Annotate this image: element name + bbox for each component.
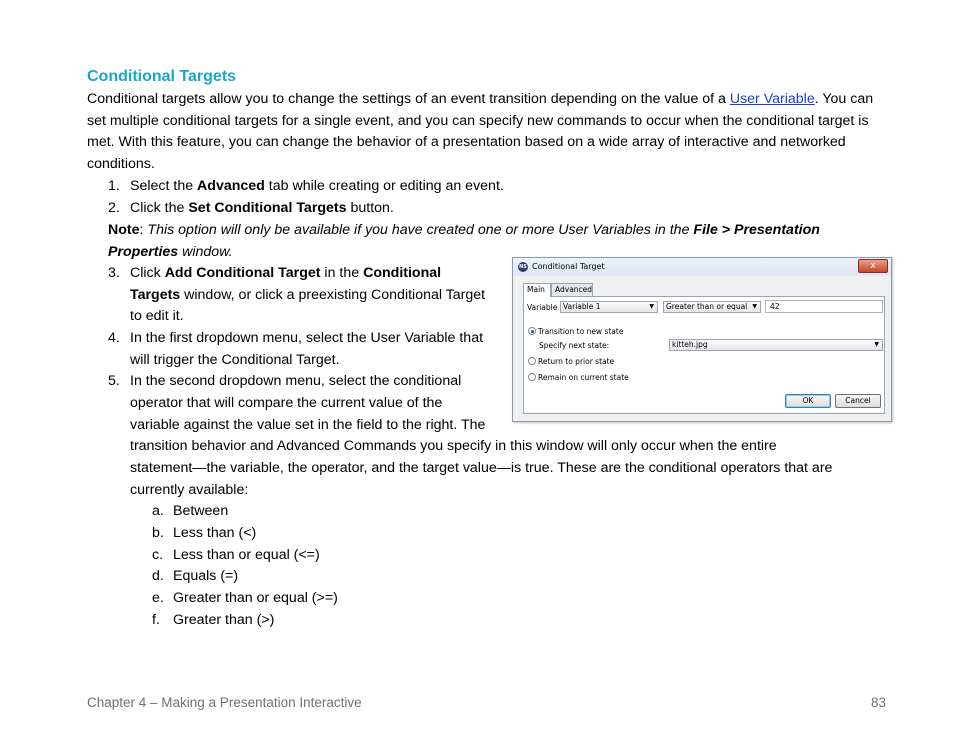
list-item: b. Less than (<) — [152, 525, 257, 541]
dialog-title: Conditional Target — [532, 262, 605, 271]
tab-main[interactable]: Main — [523, 283, 551, 297]
step-1-number: 1. — [108, 178, 120, 194]
intro-text: Conditional targets allow you to change the settings of an event transition depending on the value of a — [87, 91, 730, 107]
close-icon[interactable]: x — [858, 259, 888, 273]
step-4-number: 4. — [108, 330, 120, 346]
step-3-line-3: to edit it. — [130, 308, 184, 324]
note-line-1: Note: This option will only be available if you have created one or more User Variables in the File > Presentation — [108, 222, 820, 238]
footer-page-number: 83 — [871, 695, 887, 710]
list-item: c. Less than or equal (<=) — [152, 547, 320, 563]
transition-option-label: Transition to new state — [538, 327, 624, 336]
variable-dropdown-value: Variable 1 — [563, 302, 601, 311]
variable-label: Variable — [527, 303, 558, 312]
conditional-target-dialog — [512, 257, 892, 422]
chevron-down-icon: ▼ — [874, 341, 879, 348]
chevron-down-icon: ▼ — [752, 303, 757, 310]
next-state-value: kitteh.jpg — [672, 340, 708, 349]
main-tab-panel — [523, 296, 885, 414]
operator-dropdown[interactable] — [663, 301, 761, 313]
section-heading: Conditional Targets — [87, 68, 237, 85]
step-5-line-2: operator that will compare the current value of the — [130, 395, 443, 411]
return-prior-radio[interactable] — [528, 357, 536, 365]
app-logo-icon: NS — [519, 264, 527, 270]
step-4-line-2: will trigger the Conditional Target. — [130, 352, 340, 368]
step-3-line-2: Targets window, or click a preexisting Conditional Target — [130, 287, 486, 303]
step-5-line-1: In the second dropdown menu, select the conditional — [130, 373, 462, 389]
step-3-line-1: Click Add Conditional Target in the Conditional — [130, 265, 442, 281]
step-2-number: 2. — [108, 200, 120, 216]
list-item: e. Greater than or equal (>=) — [152, 590, 338, 606]
variable-dropdown[interactable] — [560, 301, 658, 313]
footer-chapter: Chapter 4 – Making a Presentation Interactive — [87, 695, 362, 710]
tab-advanced[interactable]: Advanced — [551, 283, 593, 296]
specify-next-state-label: Specify next state: — [539, 341, 610, 350]
target-value-input[interactable]: 42 — [765, 300, 883, 313]
step-5-line-3: variable against the value set in the field to the right. The — [130, 417, 486, 433]
list-item: a. Between — [152, 503, 229, 519]
user-variable-link[interactable]: User Variable — [729, 91, 815, 107]
chevron-down-icon: ▼ — [649, 303, 654, 310]
step-1-text: Select the Advanced tab while creating or editing an event. — [130, 178, 504, 194]
list-item: d. Equals (=) — [152, 568, 239, 584]
remain-current-label: Remain on current state — [538, 373, 629, 382]
step-2-text: Click the Set Conditional Targets button. — [130, 200, 394, 216]
intro-paragraph — [87, 89, 877, 176]
step-5-line-6: currently available: — [130, 482, 249, 498]
step-3-number: 3. — [108, 265, 120, 281]
list-item: f. Greater than (>) — [152, 612, 275, 628]
intro-text-end: . You can set multiple conditional targets for a single event, and you can specify new commands to occur when the conditional target is met. With this feature, you can change the behavior of a presentation based on a wide array of interactive and networked conditions. — [87, 91, 874, 173]
step-5-line-5: statement—the variable, the operator, and the target value—is true. These are the conditional operators that are — [130, 460, 833, 476]
ok-button[interactable]: OK — [785, 394, 831, 408]
return-prior-label: Return to prior state — [538, 357, 615, 366]
step-5-number: 5. — [108, 373, 120, 389]
cancel-button[interactable]: Cancel — [835, 394, 881, 408]
remain-current-radio[interactable] — [528, 373, 536, 381]
step-4-line-1: In the first dropdown menu, select the User Variable that — [130, 330, 484, 346]
transition-radio[interactable] — [528, 327, 536, 335]
step-5-line-4: transition behavior and Advanced Commands you specify in this window will only occur when the entire — [130, 438, 777, 454]
operator-dropdown-value: Greater than or equal — [666, 302, 748, 311]
note-line-2: Properties window. — [108, 244, 233, 260]
dialog-titlebar — [513, 258, 891, 276]
next-state-dropdown[interactable] — [669, 339, 883, 351]
